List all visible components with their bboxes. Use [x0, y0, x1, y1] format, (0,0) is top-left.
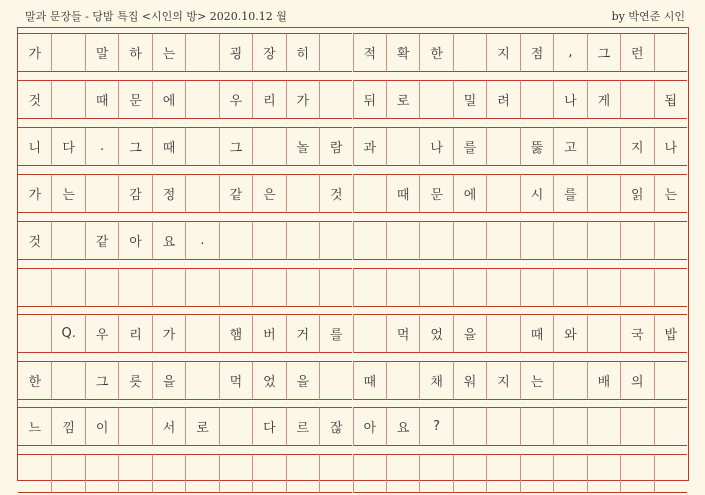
grid-cell: 배	[587, 361, 620, 400]
grid-cell	[419, 268, 452, 307]
grid-cell: 놀	[286, 127, 319, 166]
grid-cell: 하	[118, 33, 151, 72]
grid-cell: 르	[286, 407, 319, 446]
grid-cell: 버	[252, 314, 285, 353]
grid-cell	[419, 221, 452, 260]
grid-cell	[252, 127, 285, 166]
grid-cell: 을	[286, 361, 319, 400]
grid-cell	[386, 127, 419, 166]
grid-cell	[553, 221, 586, 260]
grid-cell: 아	[118, 221, 151, 260]
grid-cell: 그	[587, 33, 620, 72]
grid-cell: 정	[152, 174, 185, 213]
grid-cell	[286, 221, 319, 260]
grid-cell: 서	[152, 407, 185, 446]
grid-cell: 같	[219, 174, 252, 213]
grid-cell: 가	[152, 314, 185, 353]
grid-cell	[319, 361, 352, 400]
grid-cell: 그	[219, 127, 252, 166]
grid-cell: 다	[51, 127, 84, 166]
grid-row	[18, 221, 688, 260]
grid-cell	[85, 268, 118, 307]
manuscript-grid	[17, 27, 689, 481]
grid-cell: .	[85, 127, 118, 166]
grid-cell: 리	[118, 314, 151, 353]
grid-cell: 잖	[319, 407, 352, 446]
grid-cell: 지	[486, 361, 519, 400]
grid-cell	[620, 80, 653, 119]
grid-cell: 아	[353, 407, 386, 446]
grid-cell: 읽	[620, 174, 653, 213]
grid-cell	[587, 221, 620, 260]
grid-cell: 한	[419, 33, 452, 72]
grid-cell: 는	[654, 174, 687, 213]
grid-cell: 말	[85, 33, 118, 72]
grid-row	[18, 314, 688, 353]
grid-cell: 때	[353, 361, 386, 400]
grid-row	[18, 407, 688, 446]
grid-cell	[386, 268, 419, 307]
grid-cell: 는	[520, 361, 553, 400]
grid-cell	[453, 33, 486, 72]
grid-cell: 리	[252, 80, 285, 119]
grid-cell: 적	[353, 33, 386, 72]
grid-cell	[286, 174, 319, 213]
grid-cell	[453, 407, 486, 446]
grid-cell: 나	[553, 80, 586, 119]
grid-cell	[219, 454, 252, 493]
grid-cell: 지	[486, 33, 519, 72]
grid-cell: 됩	[654, 80, 687, 119]
grid-cell	[118, 268, 151, 307]
grid-cell: ,	[553, 33, 586, 72]
grid-cell	[353, 454, 386, 493]
grid-cell: 점	[520, 33, 553, 72]
grid-cell	[587, 127, 620, 166]
grid-cell	[453, 221, 486, 260]
grid-cell	[319, 268, 352, 307]
grid-cell: 와	[553, 314, 586, 353]
grid-cell: 것	[319, 174, 352, 213]
grid-cell	[85, 454, 118, 493]
grid-cell: 것	[18, 221, 51, 260]
grid-cell	[51, 33, 84, 72]
page-header	[25, 8, 685, 24]
grid-cell: ?	[419, 407, 452, 446]
grid-cell	[386, 361, 419, 400]
grid-cell: 시	[520, 174, 553, 213]
grid-cell: 나	[654, 127, 687, 166]
grid-cell	[654, 33, 687, 72]
grid-cell	[85, 174, 118, 213]
grid-cell: 려	[486, 80, 519, 119]
grid-cell: 그	[85, 361, 118, 400]
grid-cell: 을	[152, 361, 185, 400]
grid-cell	[18, 454, 51, 493]
grid-cell: 먹	[386, 314, 419, 353]
grid-cell	[486, 174, 519, 213]
grid-cell	[486, 127, 519, 166]
grid-row	[18, 454, 688, 493]
grid-cell: 느	[18, 407, 51, 446]
grid-cell	[51, 454, 84, 493]
grid-cell: 에	[152, 80, 185, 119]
grid-cell: 그	[118, 127, 151, 166]
grid-cell: 채	[419, 361, 452, 400]
grid-cell: 에	[453, 174, 486, 213]
grid-cell: 때	[152, 127, 185, 166]
grid-cell	[587, 407, 620, 446]
grid-cell	[152, 454, 185, 493]
grid-cell	[419, 454, 452, 493]
grid-cell	[353, 314, 386, 353]
grid-cell: 람	[319, 127, 352, 166]
grid-cell	[620, 454, 653, 493]
grid-cell	[553, 361, 586, 400]
grid-cell: 같	[85, 221, 118, 260]
grid-cell: 가	[18, 33, 51, 72]
grid-cell: 런	[620, 33, 653, 72]
grid-cell	[185, 268, 218, 307]
grid-cell	[386, 221, 419, 260]
grid-cell: 릇	[118, 361, 151, 400]
grid-cell	[486, 454, 519, 493]
grid-cell: 먹	[219, 361, 252, 400]
grid-cell: 가	[286, 80, 319, 119]
grid-cell: 었	[252, 361, 285, 400]
grid-cell	[587, 174, 620, 213]
grid-cell: 때	[386, 174, 419, 213]
grid-cell: 밥	[654, 314, 687, 353]
grid-cell	[51, 80, 84, 119]
grid-row	[18, 33, 688, 72]
grid-cell: 확	[386, 33, 419, 72]
grid-cell	[654, 221, 687, 260]
grid-cell	[219, 221, 252, 260]
grid-cell: 로	[185, 407, 218, 446]
grid-row	[18, 174, 688, 213]
grid-cell: 요	[152, 221, 185, 260]
grid-cell	[118, 454, 151, 493]
grid-cell: 가	[18, 174, 51, 213]
grid-cell: 거	[286, 314, 319, 353]
grid-cell: 감	[118, 174, 151, 213]
grid-cell: 다	[252, 407, 285, 446]
grid-cell: 우	[85, 314, 118, 353]
grid-cell	[18, 314, 51, 353]
grid-cell: 나	[419, 127, 452, 166]
grid-cell: 요	[386, 407, 419, 446]
grid-cell	[185, 33, 218, 72]
grid-cell	[118, 407, 151, 446]
grid-row	[18, 268, 688, 307]
grid-cell	[620, 268, 653, 307]
grid-cell	[453, 268, 486, 307]
grid-cell	[252, 221, 285, 260]
grid-cell: 문	[118, 80, 151, 119]
grid-cell	[553, 407, 586, 446]
grid-cell	[587, 454, 620, 493]
grid-cell	[587, 268, 620, 307]
grid-cell: 었	[419, 314, 452, 353]
grid-cell	[353, 174, 386, 213]
grid-cell	[620, 221, 653, 260]
grid-cell	[654, 454, 687, 493]
grid-cell: 의	[620, 361, 653, 400]
grid-row	[18, 80, 688, 119]
grid-cell	[252, 454, 285, 493]
grid-cell: 히	[286, 33, 319, 72]
grid-cell: 때	[520, 314, 553, 353]
grid-cell	[520, 80, 553, 119]
grid-cell	[185, 314, 218, 353]
grid-cell: 한	[18, 361, 51, 400]
grid-cell: 지	[620, 127, 653, 166]
grid-cell	[219, 268, 252, 307]
grid-cell: 를	[553, 174, 586, 213]
grid-cell: 로	[386, 80, 419, 119]
grid-cell	[185, 454, 218, 493]
grid-cell: 고	[553, 127, 586, 166]
grid-cell	[520, 268, 553, 307]
grid-cell: 은	[252, 174, 285, 213]
grid-cell: 햄	[219, 314, 252, 353]
grid-cell	[319, 454, 352, 493]
grid-cell: 뚫	[520, 127, 553, 166]
grid-cell	[353, 221, 386, 260]
grid-cell: 뒤	[353, 80, 386, 119]
header-author: by 박연준 시인	[611, 10, 685, 23]
grid-cell	[486, 221, 519, 260]
grid-row	[18, 127, 688, 166]
grid-cell: 장	[252, 33, 285, 72]
grid-cell: 굉	[219, 33, 252, 72]
grid-row	[18, 361, 688, 400]
grid-cell	[486, 314, 519, 353]
grid-cell: 국	[620, 314, 653, 353]
grid-cell	[252, 268, 285, 307]
grid-cell: 이	[85, 407, 118, 446]
grid-cell	[486, 268, 519, 307]
grid-cell	[520, 454, 553, 493]
grid-cell	[654, 361, 687, 400]
grid-cell	[620, 407, 653, 446]
grid-cell: 과	[353, 127, 386, 166]
grid-cell: 우	[219, 80, 252, 119]
grid-cell	[185, 174, 218, 213]
grid-cell: 낌	[51, 407, 84, 446]
grid-cell: 때	[85, 80, 118, 119]
grid-cell	[587, 314, 620, 353]
grid-cell	[51, 221, 84, 260]
grid-cell	[419, 80, 452, 119]
grid-cell: 워	[453, 361, 486, 400]
grid-cell: 는	[152, 33, 185, 72]
grid-cell	[152, 268, 185, 307]
grid-cell: Q.	[51, 314, 84, 353]
grid-cell: 를	[453, 127, 486, 166]
grid-cell: 문	[419, 174, 452, 213]
grid-cell	[520, 407, 553, 446]
grid-cell	[520, 221, 553, 260]
grid-cell: 는	[51, 174, 84, 213]
grid-cell	[319, 221, 352, 260]
grid-cell	[319, 33, 352, 72]
grid-cell	[51, 361, 84, 400]
grid-cell	[353, 268, 386, 307]
grid-cell	[453, 454, 486, 493]
grid-cell: .	[185, 221, 218, 260]
grid-cell	[185, 361, 218, 400]
grid-cell: 을	[453, 314, 486, 353]
grid-cell	[286, 454, 319, 493]
grid-cell	[51, 268, 84, 307]
grid-cell: 니	[18, 127, 51, 166]
grid-cell: 게	[587, 80, 620, 119]
grid-cell	[219, 407, 252, 446]
grid-cell	[386, 454, 419, 493]
grid-cell	[319, 80, 352, 119]
grid-cell	[286, 268, 319, 307]
grid-cell	[185, 127, 218, 166]
grid-cell: 를	[319, 314, 352, 353]
grid-cell: 것	[18, 80, 51, 119]
grid-cell	[553, 454, 586, 493]
grid-cell	[654, 407, 687, 446]
grid-cell	[486, 407, 519, 446]
grid-cell	[654, 268, 687, 307]
grid-cell	[18, 268, 51, 307]
header-title: 말과 문장들 - 당밤 특집 <시인의 방> 2020.10.12 월	[25, 10, 287, 23]
grid-cell	[185, 80, 218, 119]
grid-cell	[553, 268, 586, 307]
grid-cell: 밀	[453, 80, 486, 119]
